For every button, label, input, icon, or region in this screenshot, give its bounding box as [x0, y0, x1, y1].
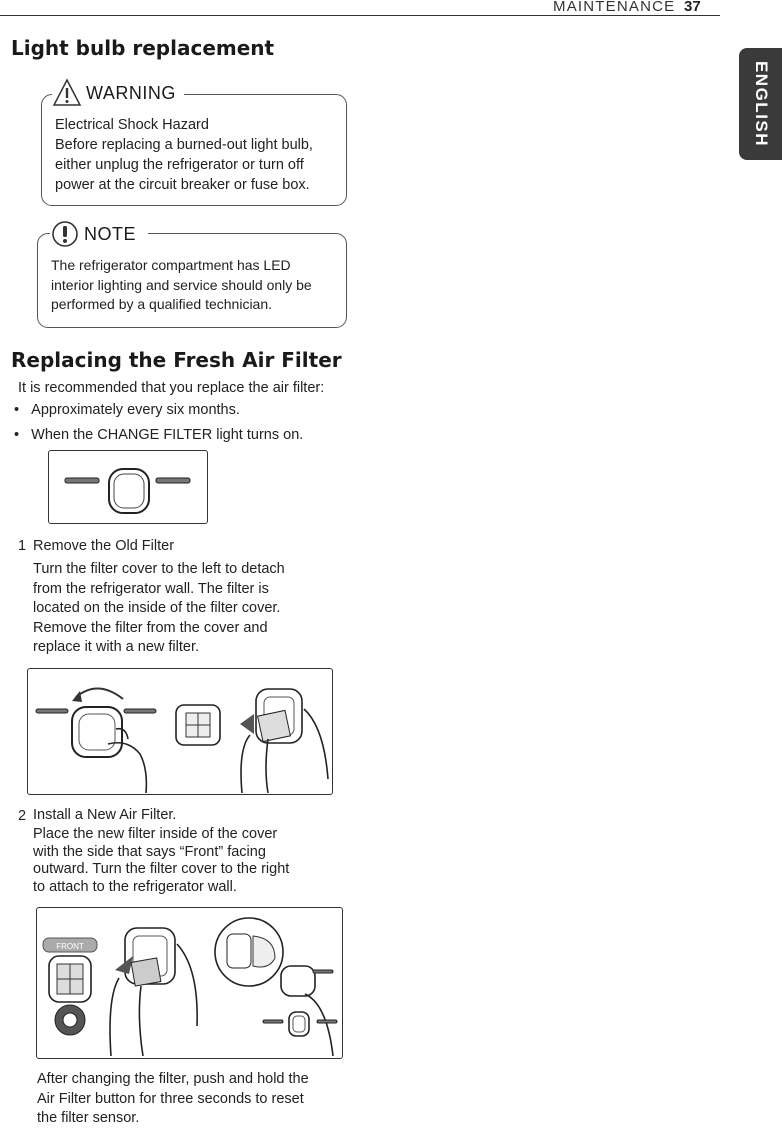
step-line: from the refrigerator wall. The filter is [33, 580, 269, 597]
step-line: Place the new filter inside of the cover [33, 826, 278, 842]
bullet-item: • When the CHANGE FILTER light turns on. [14, 427, 304, 443]
remove-filter-illustration [28, 669, 332, 794]
filter-button-figure [48, 450, 208, 524]
language-tab-label: ENGLISH [751, 60, 771, 148]
note-title [50, 219, 148, 249]
section-title-light-bulb: Light bulb replacement [11, 36, 275, 60]
warning-label: WARNING [82, 83, 180, 104]
closing-line: the filter sensor. [37, 1110, 140, 1126]
air-filter-intro: It is recommended that you replace the air filter: [18, 380, 325, 396]
warning-title [52, 78, 184, 108]
closing-text [37, 1070, 347, 1129]
note-label: NOTE [80, 224, 140, 245]
language-tab [739, 48, 782, 160]
step-title: Remove the Old Filter [33, 538, 175, 554]
step-number: 2 [18, 808, 27, 824]
install-filter-illustration [37, 908, 342, 1058]
section-title-air-filter: Replacing the Fresh Air Filter [11, 348, 342, 372]
warning-line: either unplug the refrigerator or turn off [55, 157, 304, 173]
header-rule [0, 15, 720, 16]
note-line: interior lighting and service should only be [51, 276, 312, 293]
step-line: to attach to the refrigerator wall. [33, 878, 237, 895]
bullet-item: • Approximately every six months. [14, 402, 240, 418]
step-body [33, 826, 333, 896]
front-label: FRONT [56, 942, 84, 951]
warning-triangle-icon [52, 78, 82, 108]
step-line: outward. Turn the filter cover to the right [33, 861, 290, 877]
step-line: with the side that says “Front” facing [33, 843, 266, 860]
page-number: 37 [684, 0, 701, 15]
install-filter-figure [36, 907, 343, 1059]
warning-heading: Electrical Shock Hazard [55, 117, 209, 133]
note-line: The refrigerator compartment has LED [51, 257, 291, 273]
step-number: 1 [18, 538, 27, 554]
step-line: replace it with a new filter. [33, 639, 200, 655]
header-section-title: MAINTENANCE [553, 0, 676, 15]
closing-line: Air Filter button for three seconds to reset [37, 1090, 304, 1107]
step-body [33, 560, 333, 658]
bullet-text: Approximately every six months. [31, 402, 240, 418]
note-line: performed by a qualified technician. [51, 296, 273, 312]
step-line: located on the inside of the filter cover. [33, 600, 281, 616]
step-line: Turn the filter cover to the left to detach [33, 561, 285, 577]
filter-button-illustration [49, 451, 207, 523]
bullet-text: When the CHANGE FILTER light turns on. [31, 427, 304, 443]
warning-body [55, 115, 345, 195]
step-title: Install a New Air Filter. [33, 807, 177, 823]
note-body [51, 256, 343, 315]
step-line: Remove the filter from the cover and [33, 619, 268, 636]
closing-line: After changing the filter, push and hold the [37, 1071, 309, 1087]
remove-filter-figure [27, 668, 333, 795]
warning-line: Before replacing a burned-out light bulb, [55, 137, 313, 153]
warning-line: power at the circuit breaker or fuse box. [55, 177, 310, 193]
note-exclamation-icon [50, 219, 80, 249]
